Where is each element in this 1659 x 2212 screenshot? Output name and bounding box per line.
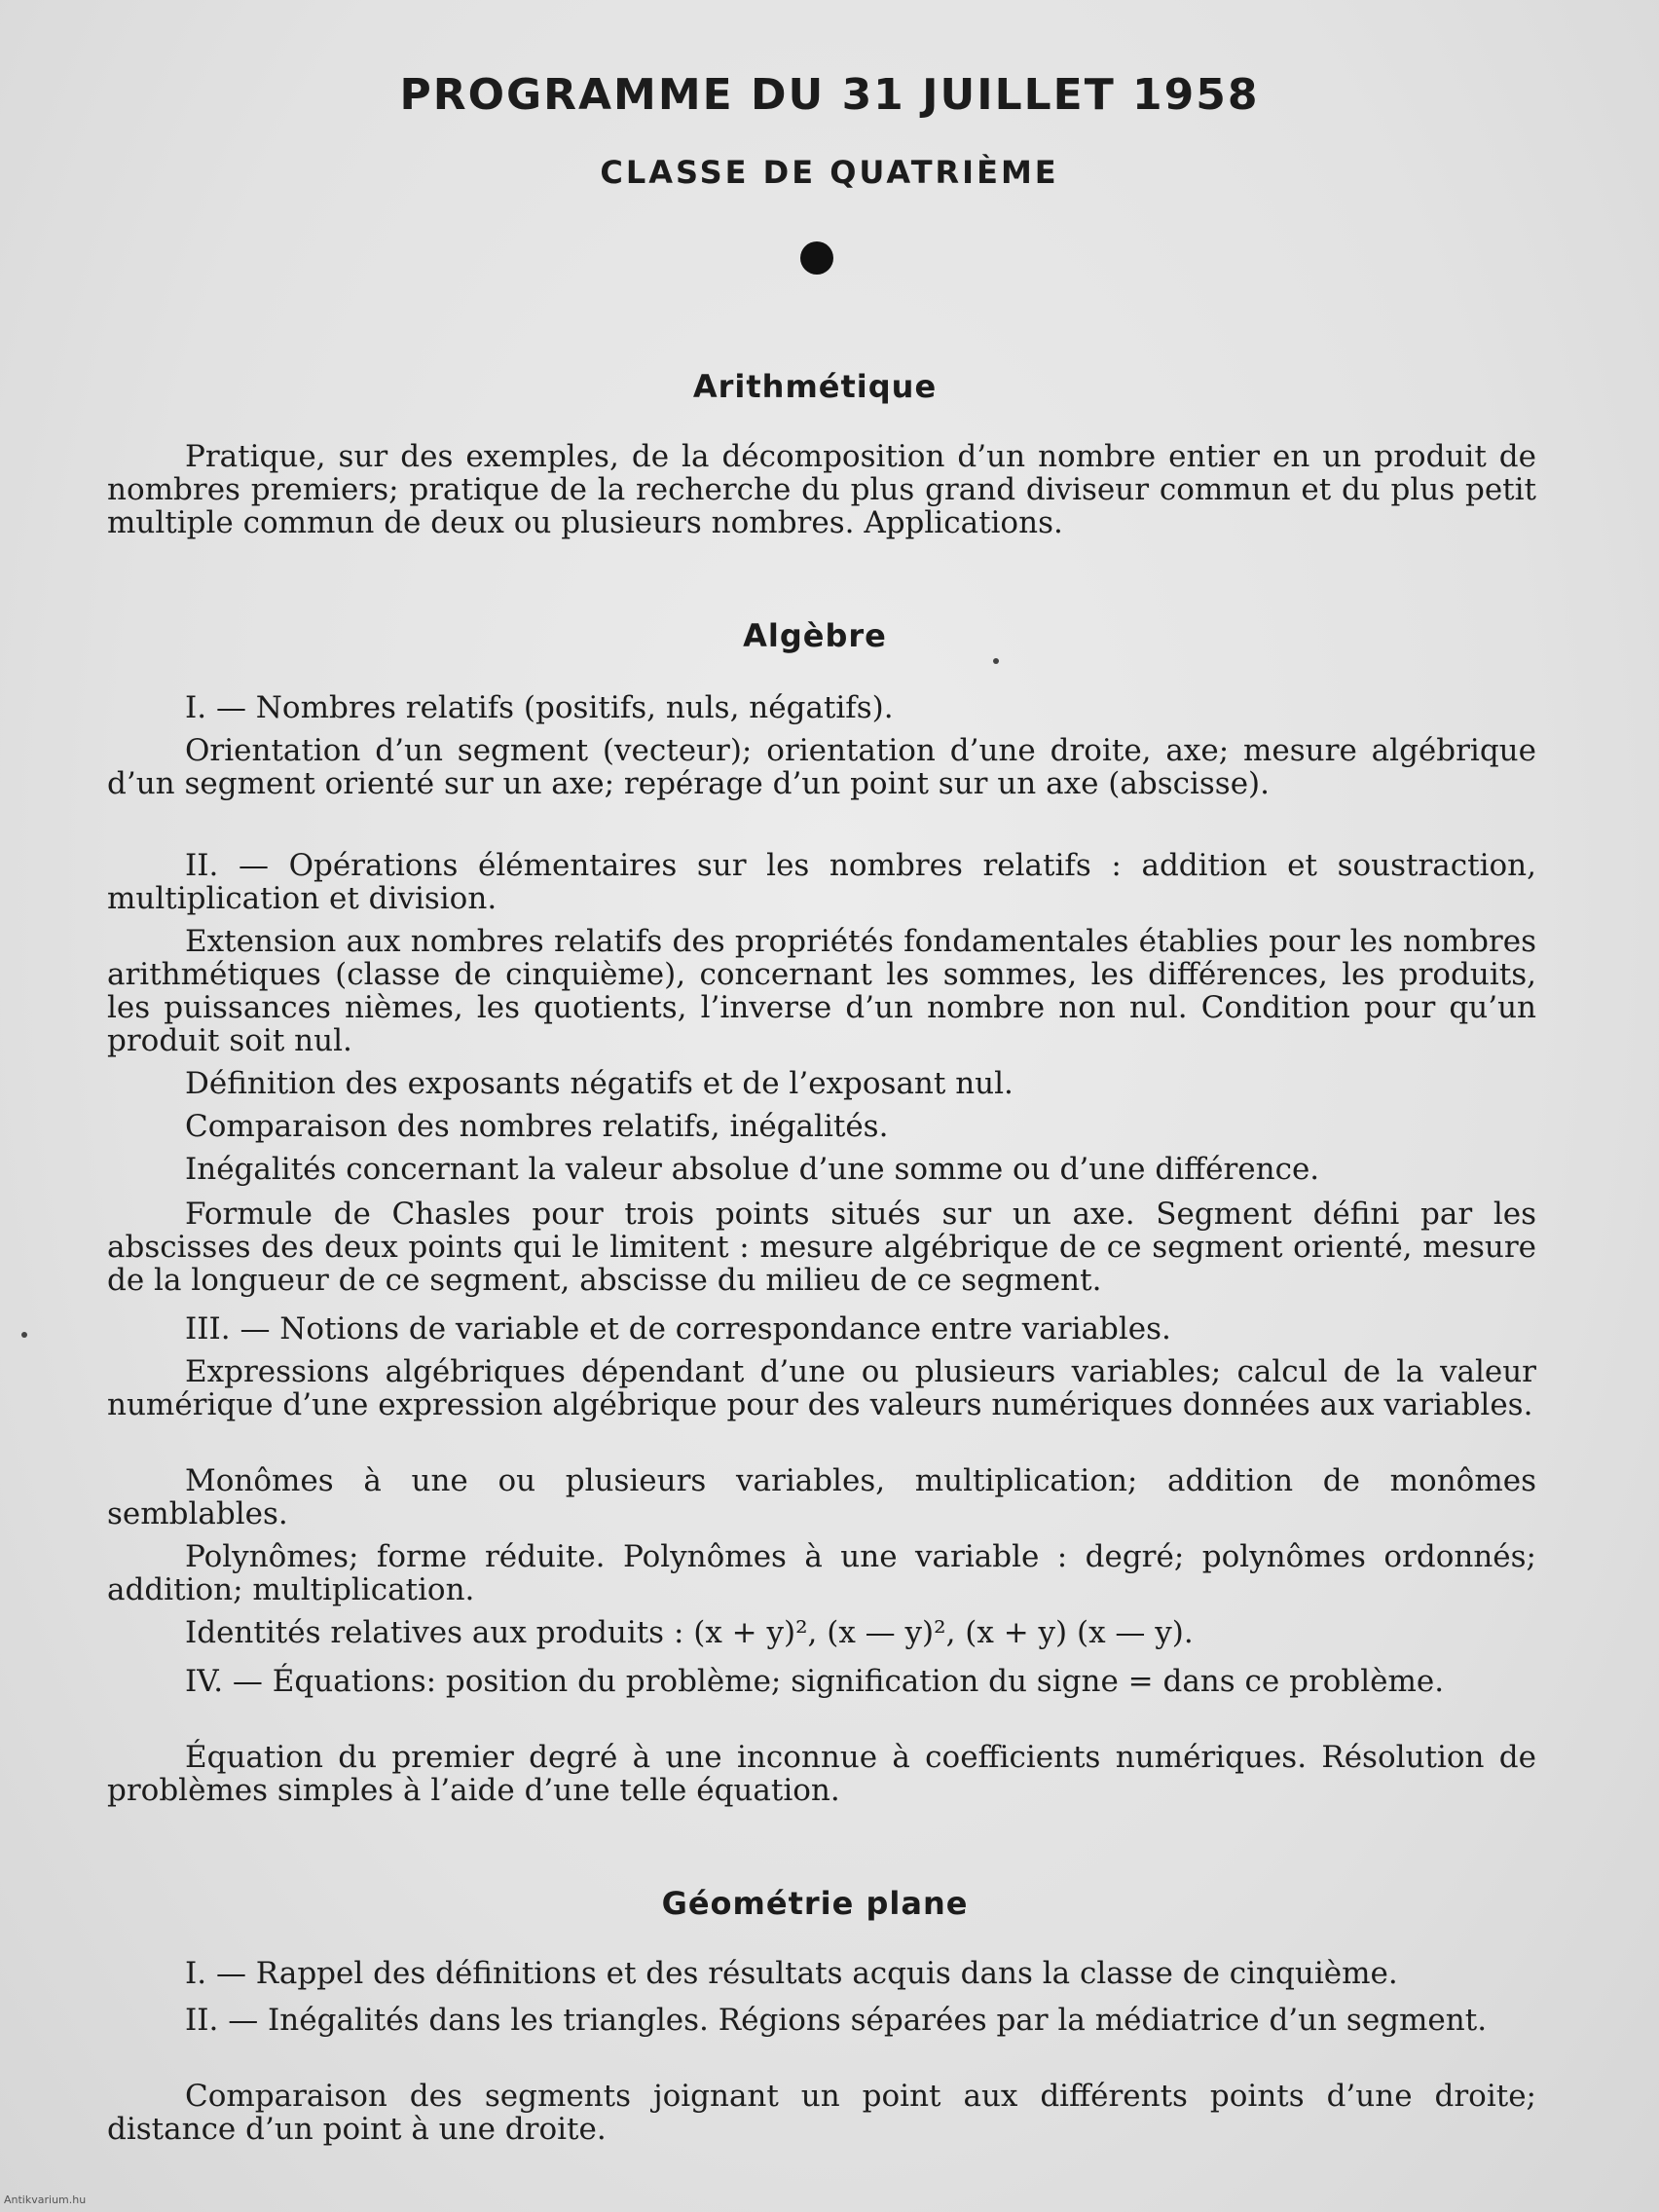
paragraph: Monômes à une ou plusieurs variables, multiplication; addition de monômes semblables. [107, 1463, 1536, 1531]
paragraph: Comparaison des segments joignant un point aux différents points d’une droite; distance d’un point à une droite. [107, 2079, 1536, 2147]
paragraph: Identités relatives aux produits : (x + y)², (x — y)², (x + y) (x — y). [185, 1615, 1194, 1650]
section-heading-geometrie: Géométrie plane [661, 1885, 969, 1922]
paragraph: I. — Nombres relatifs (positifs, nuls, négatifs). [185, 690, 894, 725]
paragraph: Formule de Chasles pour trois points situés sur un axe. Segment défini par les abscisses des deux points qui le limitent : mesure algébrique de ce segment orienté, mesure de la longueur de ce segment, abscisse du milieu de ce segment. [107, 1197, 1536, 1298]
paragraph: Pratique, sur des exemples, de la décomposition d’un nombre entier en un produit de nombres premiers; pratique de la recherche du plus grand diviseur commun et du plus petit multiple commun de deux ou plusieurs nombres. Applications. [107, 439, 1536, 540]
section-heading-algebre: Algèbre [743, 617, 887, 654]
paragraph: II. — Inégalités dans les triangles. Régions séparées par la médiatrice d’un segment. [185, 2003, 1488, 2038]
watermark: Antikvarium.hu [4, 2194, 87, 2206]
paragraph: III. — Notions de variable et de correspondance entre variables. [185, 1311, 1171, 1346]
paragraph: IV. — Équations: position du problème; signification du signe = dans ce problème. [185, 1664, 1445, 1699]
separator-bullet-icon [800, 241, 833, 275]
paragraph: I. — Rappel des définitions et des résultats acquis dans la classe de cinquième. [185, 1956, 1398, 1991]
paragraph: II. — Opérations élémentaires sur les nombres relatifs : addition et soustraction, multiplication et division. [107, 848, 1536, 916]
paragraph: Polynômes; forme réduite. Polynômes à une variable : degré; polynômes ordonnés; addition; multiplication. [107, 1539, 1536, 1607]
paragraph: Extension aux nombres relatifs des propriétés fondamentales établies pour les nombres arithmétiques (classe de cinquième), concernant les sommes, les différences, les produits, les puissances nièmes, les quotients, l’inverse d’un nombre non nul. Condition pour qu’un produit soit nul. [107, 924, 1536, 1058]
page-subtitle: CLASSE DE QUATRIÈME [600, 154, 1059, 191]
paragraph: Comparaison des nombres relatifs, inégalités. [185, 1109, 889, 1144]
page-title: PROGRAMME DU 31 JUILLET 1958 [399, 70, 1260, 120]
paragraph: Expressions algébriques dépendant d’une ou plusieurs variables; calcul de la valeur numérique d’une expression algébrique pour des valeurs numériques données aux variables. [107, 1354, 1536, 1422]
paragraph: Équation du premier degré à une inconnue à coefficients numériques. Résolution de problèmes simples à l’aide d’une telle équation. [107, 1740, 1536, 1808]
paragraph: Inégalités concernant la valeur absolue d’une somme ou d’une différence. [185, 1152, 1320, 1187]
paragraph: Définition des exposants négatifs et de l’exposant nul. [185, 1066, 1014, 1101]
paragraph: Orientation d’un segment (vecteur); orientation d’une droite, axe; mesure algébrique d’un segment orienté sur un axe; repérage d’un point sur un axe (abscisse). [107, 733, 1536, 801]
section-heading-arithmetique: Arithmétique [692, 368, 938, 405]
ink-spot [21, 1332, 27, 1338]
ink-spot [993, 658, 999, 664]
